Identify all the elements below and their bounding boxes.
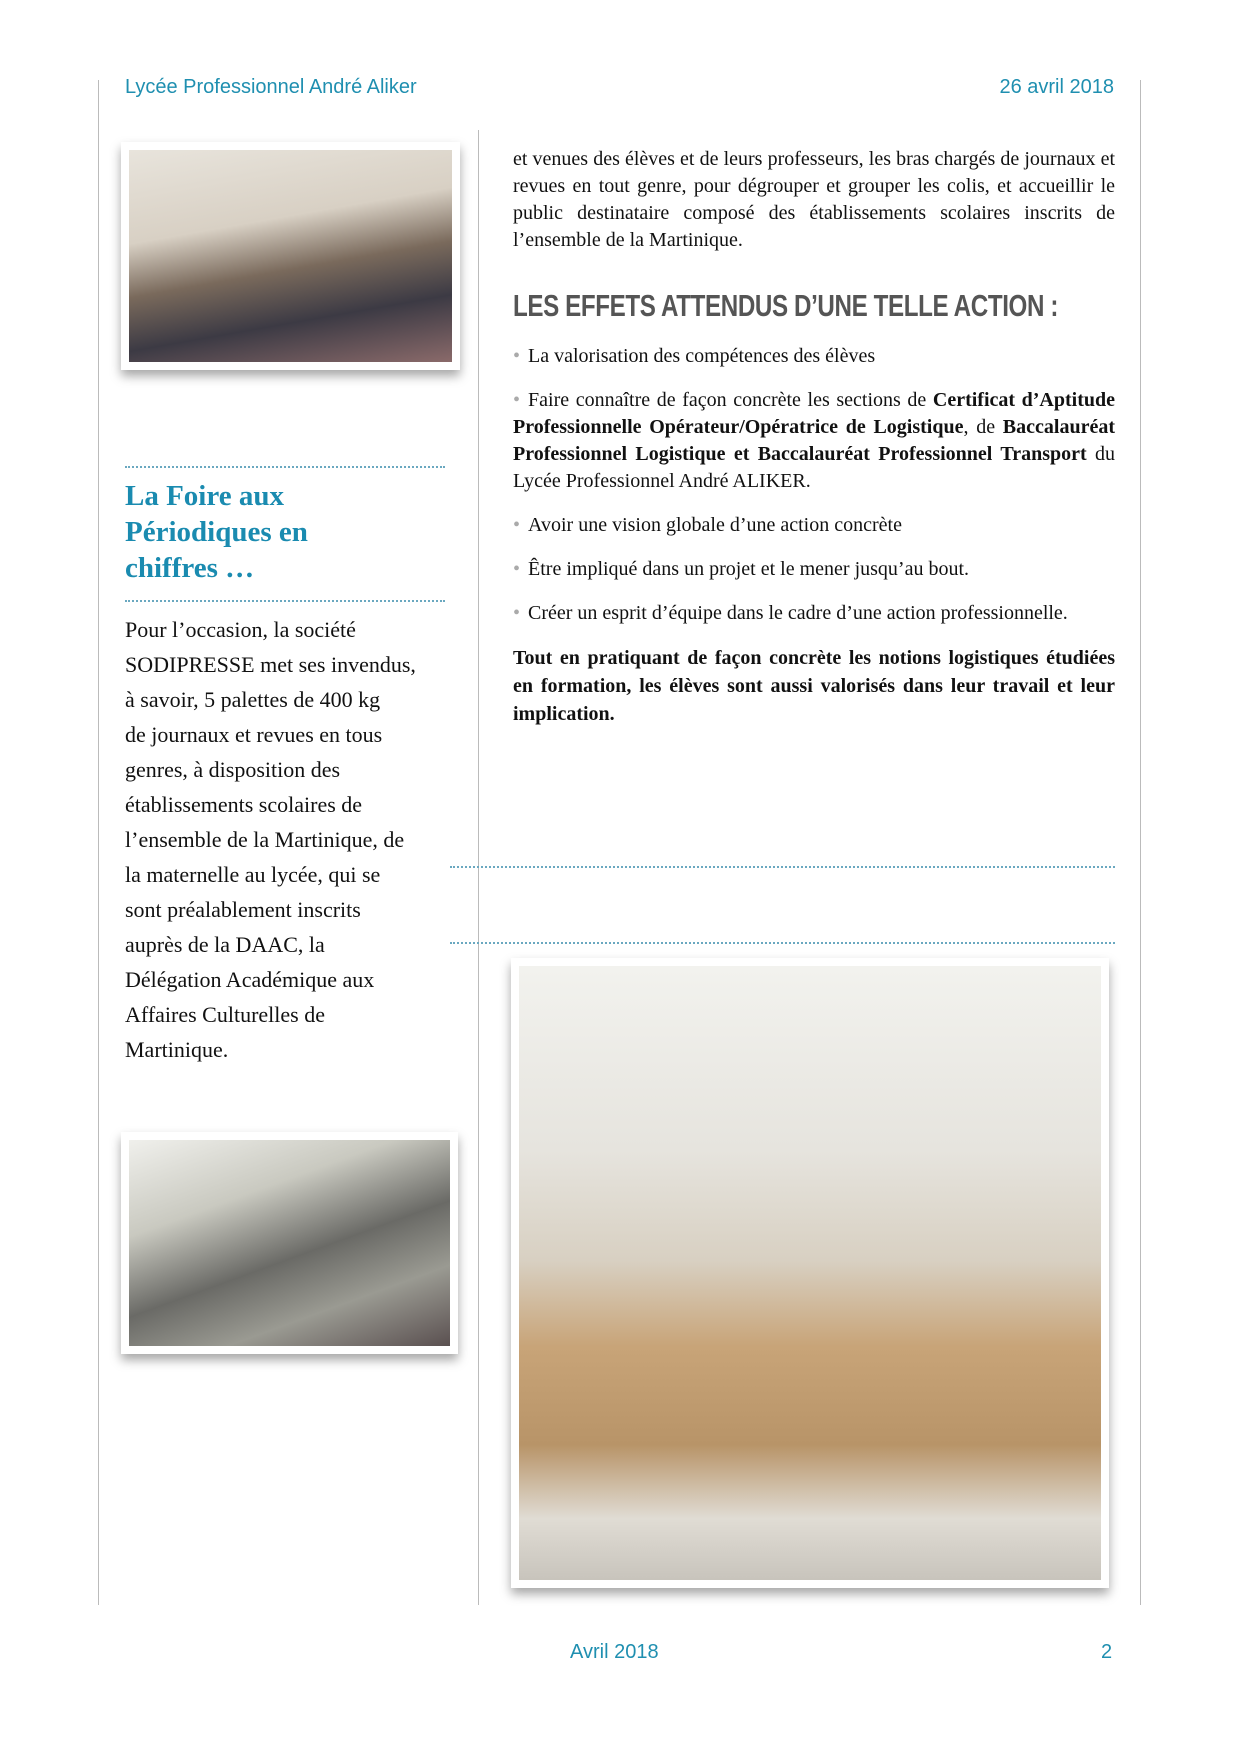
text-line: l’ensemble de la Martinique, de xyxy=(125,827,405,852)
title-line: La Foire aux xyxy=(125,480,284,512)
bullet-item: • Être impliqué dans un projet et le mener jusqu’au bout. xyxy=(513,558,970,580)
photo-newspapers-table xyxy=(121,1132,458,1354)
section-heading: LES EFFETS ATTENDUS D’UNE TELLE ACTION : xyxy=(513,288,1059,323)
header-school-name: Lycée Professionnel André Aliker xyxy=(125,76,417,98)
text-line: Délégation Académique aux xyxy=(125,967,375,992)
left-border xyxy=(98,80,99,1605)
bullet-item: • Créer un esprit d’équipe dans le cadre d’une action professionnelle. xyxy=(513,602,1068,624)
bullet-list xyxy=(513,343,1115,745)
text-line: de journaux et revues en tous xyxy=(125,722,383,747)
intro-paragraph: et venues des élèves et de leurs professeurs, les bras chargés de journaux et revues en tout genre, pour dégrouper et grouper les colis, et accueillir le public destinataire composé des établissements scolaires inscrits de l’ensemble de la Martinique. xyxy=(513,148,1115,251)
text-line: Martinique. xyxy=(125,1037,229,1062)
bullet-icon: • xyxy=(513,389,521,411)
bullet-icon: • xyxy=(513,558,521,580)
photo-students-sorting xyxy=(121,142,460,370)
left-body-text xyxy=(125,612,455,1067)
text-line: Pour l’occasion, la société xyxy=(125,617,356,642)
header-date: 26 avril 2018 xyxy=(999,76,1114,98)
page-number: 2 xyxy=(1101,1641,1113,1663)
title-line: Périodiques en xyxy=(125,516,308,548)
title-line: chiffres … xyxy=(125,552,255,584)
conclusion-paragraph: Tout en pratiquant de façon concrète les notions logistiques étudiées en formation, les élèves sont aussi valorisés dans leur travail et leur implication. xyxy=(513,647,1115,725)
bullet-item: • Faire connaître de façon concrète les sections de Certificat d’Aptitude Professionnelle Opérateur/Opératrice de Logistique, de Baccalauréat Professionnel Logistique et Baccalauréat Professionnel Transport du Lycée Professionnel André ALIKER. xyxy=(513,389,1116,492)
text-line: genres, à disposition des xyxy=(125,757,341,782)
text-line: auprès de la DAAC, la xyxy=(125,932,325,957)
text-line: sont préalablement inscrits xyxy=(125,897,361,922)
text-line: SODIPRESSE met ses invendus, xyxy=(125,652,416,677)
photo-periodicals-fair-room xyxy=(511,958,1109,1588)
bullet-icon: • xyxy=(513,514,521,536)
bullet-item: • La valorisation des compétences des élèves xyxy=(513,345,876,367)
divider-dotted xyxy=(450,866,1115,868)
section-title xyxy=(125,478,445,586)
bullet-icon: • xyxy=(513,602,521,624)
text-line: établissements scolaires de xyxy=(125,792,363,817)
footer-month: Avril 2018 xyxy=(570,1641,659,1663)
divider-dotted xyxy=(125,600,445,602)
text-line: à savoir, 5 palettes de 400 kg xyxy=(125,687,381,712)
text-line: la maternelle au lycée, qui se xyxy=(125,862,381,887)
text-line: Affaires Culturelles de xyxy=(125,1002,325,1027)
bullet-icon: • xyxy=(513,345,521,367)
divider-dotted xyxy=(125,466,445,468)
right-border xyxy=(1140,80,1141,1605)
bullet-item: • Avoir une vision globale d’une action concrète xyxy=(513,514,902,536)
divider-dotted xyxy=(450,942,1115,944)
